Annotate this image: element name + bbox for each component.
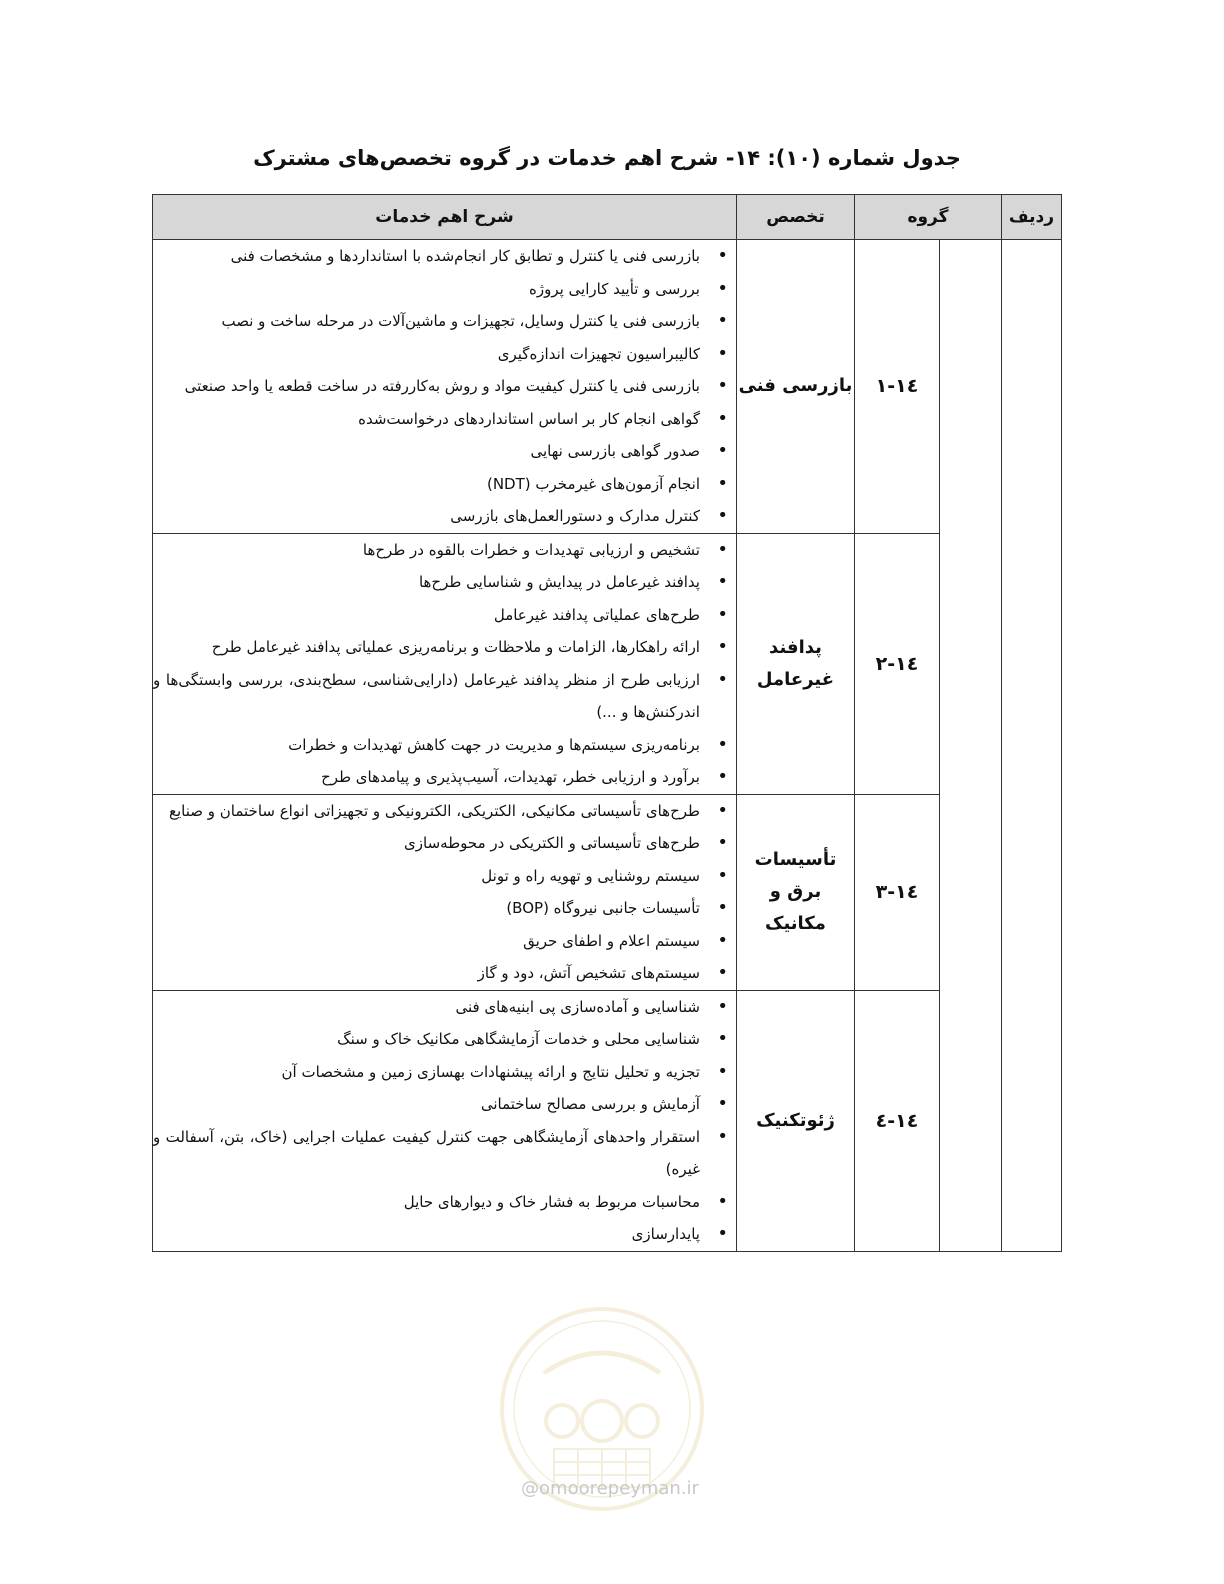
list-item: • کالیبراسیون تجهیزات اندازه‌گیری [153,338,736,371]
list-item: • تشخیص و ارزیابی تهدیدات و خطرات بالقوه در طرح‌ها [153,534,736,567]
code-cell: ١٤-٤ [854,990,939,1251]
list-item: • انجام آزمون‌های غیرمخرب (NDT) [153,468,736,501]
code-cell: ١٤-٣ [854,794,939,990]
specialty-cell: ژئوتکنیک [736,990,854,1251]
table-row [153,533,1062,794]
header-radif: ردیف [1002,195,1062,240]
code-cell: ١٤-١ [854,240,939,534]
list-item: • طرح‌های عملیاتی پدافند غیرعامل [153,599,736,632]
services-list [153,534,736,794]
header-specialty: تخصص [736,195,854,240]
services-list [153,240,736,533]
list-item: • سیستم اعلام و اطفای حریق [153,925,736,958]
list-item: • محاسبات مربوط به فشار خاک و دیوارهای حایل [153,1186,736,1219]
list-item: • شناسایی و آماده‌سازی پی ابنیه‌های فنی [153,991,736,1024]
services-table [152,194,1062,1252]
list-item: • بازرسی فنی یا کنترل کیفیت مواد و روش به‌کاررفته در ساخت قطعه یا واحد صنعتی [153,370,736,403]
list-item: • تأسیسات جانبی نیروگاه (BOP) [153,892,736,925]
list-item: • صدور گواهی بازرسی نهایی [153,435,736,468]
list-item: • بازرسی فنی یا کنترل وسایل، تجهیزات و ماشین‌آلات در مرحله ساخت و نصب [153,305,736,338]
list-item: • بررسی و تأیید کارایی پروژه [153,273,736,306]
description-cell [153,240,737,534]
services-list [153,991,736,1251]
table-row [153,794,1062,990]
table-header-row [153,195,1062,240]
specialty-cell: پدافند غیرعامل [736,533,854,794]
description-cell [153,794,737,990]
specialty-cell: تأسیسات برق و مکانیک [736,794,854,990]
list-item: • استقرار واحدهای آزمایشگاهی جهت کنترل کیفیت عملیات اجرایی (خاک، بتن، آسفالت و غیره) [153,1121,736,1186]
list-item: • برنامه‌ریزی سیستم‌ها و مدیریت در جهت کاهش تهدیدات و خطرات [153,729,736,762]
description-cell [153,990,737,1251]
table-row [153,990,1062,1251]
list-item: • گواهی انجام کار بر اساس استانداردهای درخواست‌شده [153,403,736,436]
list-item: • ارائه راهکارها، الزامات و ملاحظات و برنامه‌ریزی عملیاتی پدافند غیرعامل طرح [153,631,736,664]
list-item: • طرح‌های تأسیساتی مکانیکی، الکتریکی، الکترونیکی و تجهیزاتی انواع ساختمان و صنایع [153,795,736,828]
radif-cell [1002,240,1062,1252]
page-title: جدول شماره (۱۰): ۱۴- شرح اهم خدمات در گروه تخصص‌های مشترک [253,146,961,170]
specialty-cell: بازرسی فنی [736,240,854,534]
list-item: • پدافند غیرعامل در پیدایش و شناسایی طرح‌ها [153,566,736,599]
services-list [153,795,736,990]
list-item: • کنترل مدارک و دستورالعمل‌های بازرسی [153,500,736,533]
list-item: • برآورد و ارزیابی خطر، تهدیدات، آسیب‌پذیری و پیامدهای طرح [153,761,736,794]
header-group: گروه [854,195,1001,240]
list-item: • بازرسی فنی یا کنترل و تطابق کار انجام‌شده با استانداردها و مشخصات فنی [153,240,736,273]
code-cell: ١٤-٢ [854,533,939,794]
list-item: • ارزیابی طرح از منظر پدافند غیرعامل (دارایی‌شناسی، سطح‌بندی، بررسی وابستگی‌ها و اندرکنش‌ها و ...) [153,664,736,729]
list-item: • آزمایش و بررسی مصالح ساختمانی [153,1088,736,1121]
group-cell [940,240,1002,1252]
description-cell [153,533,737,794]
list-item: • طرح‌های تأسیساتی و الکتریکی در محوطه‌سازی [153,827,736,860]
list-item: • شناسایی محلی و خدمات آزمایشگاهی مکانیک خاک و سنگ [153,1023,736,1056]
list-item: • سیستم‌های تشخیص آتش، دود و گاز [153,957,736,990]
list-item: • تجزیه و تحلیل نتایج و ارائه پیشنهادات بهسازی زمین و مشخصات آن [153,1056,736,1089]
list-item: • سیستم روشنایی و تهویه راه و تونل [153,860,736,893]
header-description: شرح اهم خدمات [153,195,737,240]
watermark-site-text: @omoorepeyman.ir [521,1478,699,1499]
table-row [153,240,1062,534]
list-item: • پایدارسازی [153,1218,736,1251]
